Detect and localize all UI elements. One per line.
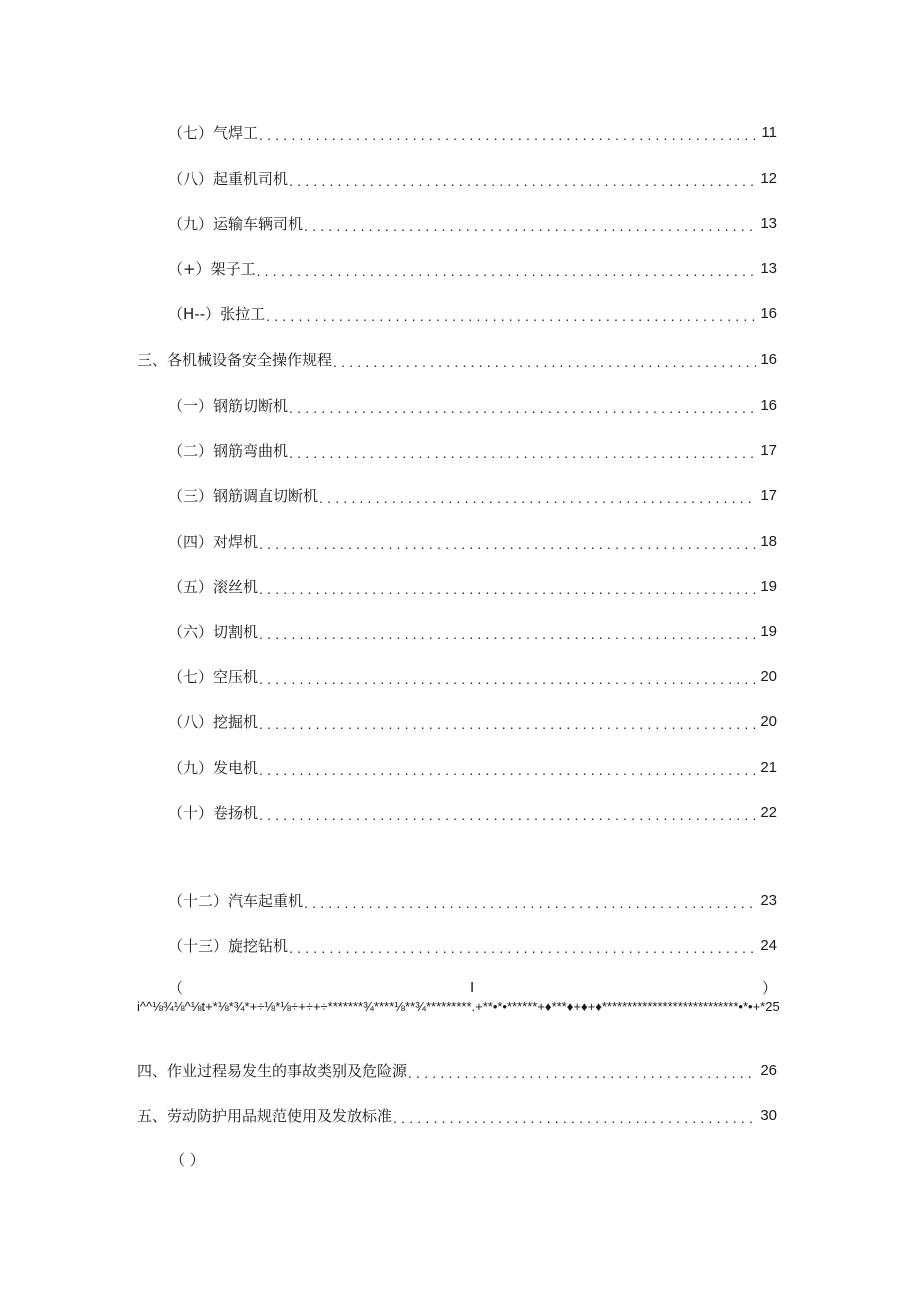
toc-entry[interactable] (168, 213, 777, 235)
toc-leader-dots (288, 444, 756, 462)
toc-leader-dots (258, 625, 756, 643)
toc-entry[interactable] (168, 621, 777, 643)
toc-leader-dots (288, 399, 756, 417)
toc-entry[interactable] (168, 666, 777, 688)
toc-entry-page: 22 (760, 804, 777, 821)
toc-entry[interactable] (168, 935, 777, 957)
toc-entry-page: 24 (760, 937, 777, 954)
toc-entry-page: 26 (760, 1062, 777, 1079)
toc-entry-page: 23 (760, 892, 777, 909)
toc-entry-page: 12 (760, 170, 777, 187)
close-paren: ） (761, 979, 777, 997)
toc-entry-page: 16 (760, 305, 777, 322)
toc-leader-dots (258, 126, 757, 144)
garbled-entry-text: i^^⅛¾⅛^⅛t+*⅛*¾*+÷⅛*⅛÷+÷+÷*******¾****⅛**¾*********.+**•*•******+♦***♦+♦+♦***************************•*•+*25 (137, 999, 780, 1014)
toc-leader-dots (318, 489, 756, 507)
toc-entry-label: （四）对焊机 (168, 533, 259, 551)
toc-entry[interactable] (168, 168, 777, 190)
toc-leader-dots (392, 1109, 756, 1127)
toc-entry[interactable] (168, 303, 777, 325)
toc-entry-page: 17 (760, 442, 777, 459)
garbled-mark: I (470, 979, 475, 996)
toc-entry-label: （二）钢筋弯曲机 (168, 442, 289, 460)
toc-entry-label: （六）切割机 (168, 623, 259, 641)
toc-entry-label: （七）气焊工 (168, 124, 259, 142)
empty-parentheses: （ ） (170, 1151, 205, 1169)
toc-leader-dots (288, 939, 756, 957)
toc-leader-dots (258, 715, 756, 733)
toc-leader-dots (332, 353, 756, 371)
toc-leader-dots (407, 1064, 756, 1082)
toc-leader-dots (258, 761, 756, 779)
toc-leader-dots (258, 670, 756, 688)
toc-entry-page: 21 (760, 759, 777, 776)
toc-entry[interactable] (168, 395, 777, 417)
garbled-entry-header (168, 978, 777, 998)
toc-entry-page: 16 (760, 351, 777, 368)
toc-entry-page: 13 (760, 260, 777, 277)
toc-entry-label: （三）钢筋调直切断机 (168, 487, 319, 505)
toc-leader-dots (265, 307, 756, 325)
toc-leader-dots (258, 580, 756, 598)
toc-section[interactable] (137, 349, 777, 371)
toc-entry[interactable] (168, 802, 777, 824)
toc-leader-dots (258, 535, 756, 553)
toc-entry-label: （H--）张拉工 (168, 305, 266, 323)
toc-entry-label: 四、作业过程易发生的事故类别及危险源 (137, 1062, 408, 1080)
toc-leader-dots (303, 894, 756, 912)
toc-entry[interactable] (168, 711, 777, 733)
toc-entry-page: 19 (760, 578, 777, 595)
toc-entry[interactable] (168, 485, 777, 507)
toc-entry-page: 20 (760, 713, 777, 730)
toc-entry-label: （+）架子工 (168, 260, 256, 278)
toc-entry-page: 16 (760, 397, 777, 414)
toc-leader-dots (258, 806, 756, 824)
toc-entry-label: （十三）旋挖钻机 (168, 937, 289, 955)
toc-entry[interactable] (168, 757, 777, 779)
toc-entry-page: 20 (760, 668, 777, 685)
toc-entry-label: （八）挖掘机 (168, 713, 259, 731)
toc-entry-label: （七）空压机 (168, 668, 259, 686)
toc-entry-label: （一）钢筋切断机 (168, 397, 289, 415)
toc-entry[interactable] (168, 258, 777, 280)
toc-entry[interactable] (168, 122, 777, 144)
toc-entry-label: （十）卷扬机 (168, 804, 259, 822)
toc-section[interactable] (137, 1060, 777, 1082)
toc-entry[interactable] (168, 440, 777, 462)
toc-entry-label: （十二）汽车起重机 (168, 892, 304, 910)
toc-entry-label: （九）运输车辆司机 (168, 215, 304, 233)
toc-entry-page: 18 (760, 533, 777, 550)
toc-entry-page: 19 (760, 623, 777, 640)
toc-entry-page: 30 (760, 1107, 777, 1124)
toc-entry-label: 五、劳动防护用品规范使用及发放标准 (137, 1107, 393, 1125)
toc-entry[interactable] (168, 531, 777, 553)
toc-entry-label: （八）起重机司机 (168, 170, 289, 188)
toc-leader-dots (256, 262, 757, 280)
toc-entry-label: 三、各机械设备安全操作规程 (137, 351, 333, 369)
toc-entry-page: 17 (760, 487, 777, 504)
toc-entry-label: （九）发电机 (168, 759, 259, 777)
toc-entry-page: 13 (760, 215, 777, 232)
toc-section[interactable] (137, 1105, 777, 1127)
open-paren: （ (168, 979, 184, 997)
toc-entry-label: （五）滚丝机 (168, 578, 259, 596)
toc-entry[interactable] (168, 890, 777, 912)
toc-entry-page: 11 (761, 124, 777, 141)
toc-leader-dots (288, 172, 756, 190)
toc-entry[interactable] (168, 576, 777, 598)
toc-leader-dots (303, 217, 756, 235)
